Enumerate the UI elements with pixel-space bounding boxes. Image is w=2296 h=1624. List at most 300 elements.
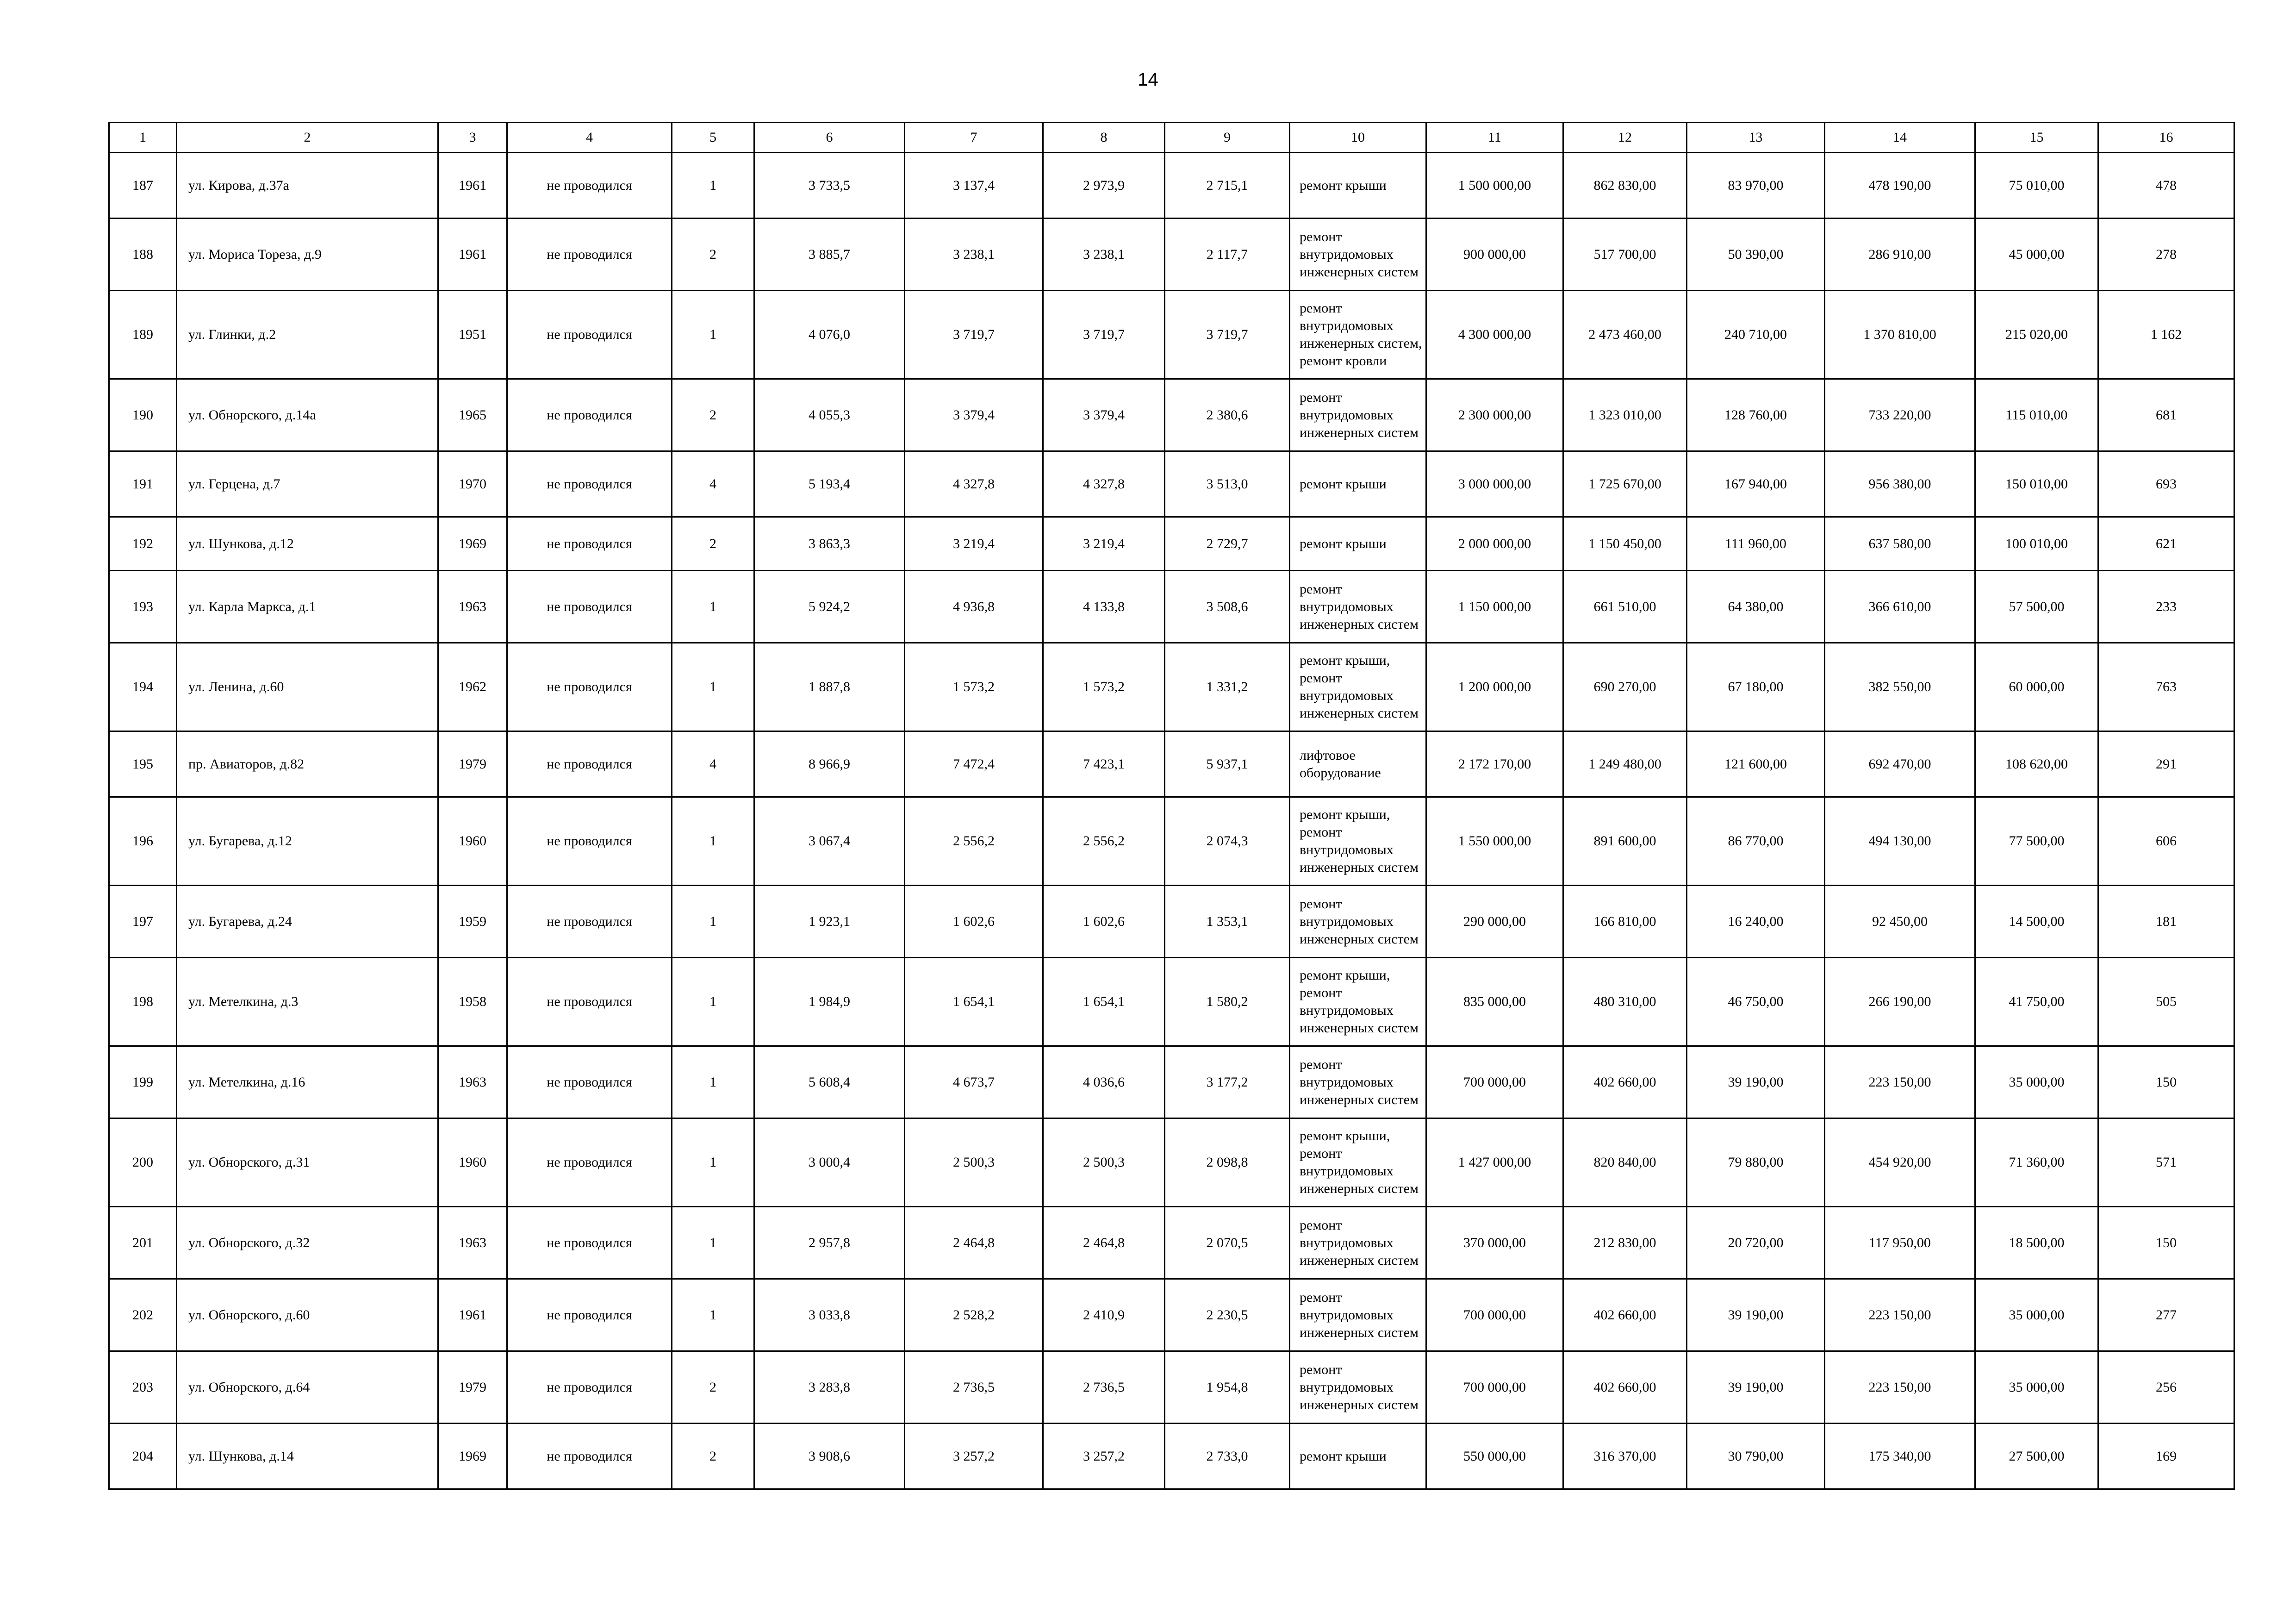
floors-cell: 1 — [672, 643, 754, 731]
value-cell-13: 121 600,00 — [1687, 731, 1825, 797]
value-cell-11: 900 000,00 — [1426, 219, 1563, 291]
work-type-cell: ремонт крыши, ремонт внутридомовых инженерных систем — [1290, 797, 1426, 886]
value-cell-6: 8 966,9 — [754, 731, 905, 797]
address-cell: ул. Шункова, д.12 — [177, 517, 438, 571]
value-cell-14: 223 150,00 — [1825, 1351, 1975, 1424]
value-cell-14: 382 550,00 — [1825, 643, 1975, 731]
value-cell-11: 1 150 000,00 — [1426, 571, 1563, 643]
table-row — [109, 517, 2234, 571]
value-cell-8: 2 410,9 — [1043, 1279, 1165, 1351]
column-number-cell: 9 — [1165, 123, 1290, 153]
value-cell-15: 71 360,00 — [1975, 1118, 2098, 1207]
last-repair-cell: не проводился — [507, 797, 672, 886]
value-cell-9: 2 098,8 — [1165, 1118, 1290, 1207]
value-cell-6: 3 000,4 — [754, 1118, 905, 1207]
row-number-cell: 194 — [109, 643, 177, 731]
last-repair-cell: не проводился — [507, 1207, 672, 1279]
value-cell-13: 67 180,00 — [1687, 643, 1825, 731]
work-type-cell: ремонт внутридомовых инженерных систем — [1290, 1279, 1426, 1351]
address-cell: ул. Бугарева, д.12 — [177, 797, 438, 886]
floors-cell: 2 — [672, 219, 754, 291]
value-cell-9: 1 580,2 — [1165, 958, 1290, 1046]
row-number-cell: 192 — [109, 517, 177, 571]
year-cell: 1961 — [438, 1279, 507, 1351]
value-cell-7: 2 736,5 — [905, 1351, 1043, 1424]
value-cell-11: 1 550 000,00 — [1426, 797, 1563, 886]
value-cell-12: 690 270,00 — [1563, 643, 1687, 731]
column-number-cell: 12 — [1563, 123, 1687, 153]
value-cell-15: 45 000,00 — [1975, 219, 2098, 291]
year-cell: 1963 — [438, 1046, 507, 1118]
row-number-cell: 200 — [109, 1118, 177, 1207]
work-type-cell: ремонт внутридомовых инженерных систем — [1290, 571, 1426, 643]
year-cell: 1965 — [438, 379, 507, 451]
row-number-cell: 203 — [109, 1351, 177, 1424]
value-cell-9: 2 230,5 — [1165, 1279, 1290, 1351]
value-cell-9: 1 331,2 — [1165, 643, 1290, 731]
table-row — [109, 731, 2234, 797]
value-cell-16: 763 — [2098, 643, 2234, 731]
value-cell-13: 79 880,00 — [1687, 1118, 1825, 1207]
value-cell-7: 1 602,6 — [905, 886, 1043, 958]
year-cell: 1959 — [438, 886, 507, 958]
value-cell-9: 3 719,7 — [1165, 291, 1290, 379]
value-cell-11: 2 000 000,00 — [1426, 517, 1563, 571]
year-cell: 1962 — [438, 643, 507, 731]
year-cell: 1951 — [438, 291, 507, 379]
work-type-cell: ремонт крыши — [1290, 153, 1426, 219]
value-cell-8: 1 654,1 — [1043, 958, 1165, 1046]
value-cell-8: 4 327,8 — [1043, 451, 1165, 517]
value-cell-14: 494 130,00 — [1825, 797, 1975, 886]
table-row — [109, 291, 2234, 379]
column-number-cell: 10 — [1290, 123, 1426, 153]
value-cell-13: 167 940,00 — [1687, 451, 1825, 517]
value-cell-7: 2 464,8 — [905, 1207, 1043, 1279]
row-number-cell: 204 — [109, 1424, 177, 1489]
last-repair-cell: не проводился — [507, 571, 672, 643]
work-type-cell: ремонт внутридомовых инженерных систем — [1290, 379, 1426, 451]
address-cell: ул. Обнорского, д.31 — [177, 1118, 438, 1207]
value-cell-9: 3 508,6 — [1165, 571, 1290, 643]
work-type-cell: ремонт внутридомовых инженерных систем — [1290, 886, 1426, 958]
column-number-cell: 14 — [1825, 123, 1975, 153]
table-row — [109, 153, 2234, 219]
table-row — [109, 451, 2234, 517]
floors-cell: 2 — [672, 1351, 754, 1424]
value-cell-11: 550 000,00 — [1426, 1424, 1563, 1489]
year-cell: 1963 — [438, 571, 507, 643]
value-cell-6: 4 076,0 — [754, 291, 905, 379]
value-cell-14: 478 190,00 — [1825, 153, 1975, 219]
column-number-cell: 13 — [1687, 123, 1825, 153]
value-cell-9: 2 729,7 — [1165, 517, 1290, 571]
value-cell-15: 35 000,00 — [1975, 1046, 2098, 1118]
address-cell: ул. Карла Маркса, д.1 — [177, 571, 438, 643]
value-cell-6: 2 957,8 — [754, 1207, 905, 1279]
value-cell-15: 57 500,00 — [1975, 571, 2098, 643]
floors-cell: 1 — [672, 153, 754, 219]
value-cell-8: 2 556,2 — [1043, 797, 1165, 886]
value-cell-6: 1 984,9 — [754, 958, 905, 1046]
floors-cell: 1 — [672, 797, 754, 886]
value-cell-16: 505 — [2098, 958, 2234, 1046]
row-number-cell: 195 — [109, 731, 177, 797]
floors-cell: 1 — [672, 1279, 754, 1351]
value-cell-6: 1 923,1 — [754, 886, 905, 958]
last-repair-cell: не проводился — [507, 153, 672, 219]
table-body — [109, 123, 2234, 1489]
value-cell-7: 4 327,8 — [905, 451, 1043, 517]
value-cell-16: 256 — [2098, 1351, 2234, 1424]
value-cell-9: 2 070,5 — [1165, 1207, 1290, 1279]
year-cell: 1963 — [438, 1207, 507, 1279]
floors-cell: 1 — [672, 1118, 754, 1207]
value-cell-15: 14 500,00 — [1975, 886, 2098, 958]
last-repair-cell: не проводился — [507, 517, 672, 571]
column-numbers-row — [109, 123, 2234, 153]
value-cell-16: 150 — [2098, 1046, 2234, 1118]
work-type-cell: ремонт внутридомовых инженерных систем — [1290, 1351, 1426, 1424]
value-cell-6: 5 608,4 — [754, 1046, 905, 1118]
value-cell-11: 700 000,00 — [1426, 1046, 1563, 1118]
value-cell-6: 1 887,8 — [754, 643, 905, 731]
value-cell-14: 692 470,00 — [1825, 731, 1975, 797]
column-number-cell: 2 — [177, 123, 438, 153]
last-repair-cell: не проводился — [507, 643, 672, 731]
last-repair-cell: не проводился — [507, 451, 672, 517]
value-cell-12: 862 830,00 — [1563, 153, 1687, 219]
value-cell-15: 75 010,00 — [1975, 153, 2098, 219]
table-row — [109, 797, 2234, 886]
floors-cell: 1 — [672, 291, 754, 379]
address-cell: ул. Метелкина, д.16 — [177, 1046, 438, 1118]
value-cell-11: 2 300 000,00 — [1426, 379, 1563, 451]
value-cell-12: 402 660,00 — [1563, 1279, 1687, 1351]
value-cell-15: 18 500,00 — [1975, 1207, 2098, 1279]
page-number: 14 — [1138, 69, 1158, 90]
value-cell-6: 3 283,8 — [754, 1351, 905, 1424]
value-cell-7: 3 238,1 — [905, 219, 1043, 291]
value-cell-7: 1 573,2 — [905, 643, 1043, 731]
last-repair-cell: не проводился — [507, 379, 672, 451]
value-cell-14: 286 910,00 — [1825, 219, 1975, 291]
value-cell-11: 835 000,00 — [1426, 958, 1563, 1046]
value-cell-8: 2 736,5 — [1043, 1351, 1165, 1424]
column-number-cell: 4 — [507, 123, 672, 153]
floors-cell: 1 — [672, 571, 754, 643]
value-cell-8: 2 464,8 — [1043, 1207, 1165, 1279]
value-cell-13: 240 710,00 — [1687, 291, 1825, 379]
value-cell-14: 223 150,00 — [1825, 1046, 1975, 1118]
value-cell-16: 233 — [2098, 571, 2234, 643]
value-cell-16: 606 — [2098, 797, 2234, 886]
value-cell-14: 175 340,00 — [1825, 1424, 1975, 1489]
value-cell-9: 2 715,1 — [1165, 153, 1290, 219]
value-cell-14: 92 450,00 — [1825, 886, 1975, 958]
column-number-cell: 16 — [2098, 123, 2234, 153]
address-cell: ул. Бугарева, д.24 — [177, 886, 438, 958]
column-number-cell: 7 — [905, 123, 1043, 153]
last-repair-cell: не проводился — [507, 886, 672, 958]
value-cell-8: 4 133,8 — [1043, 571, 1165, 643]
value-cell-16: 169 — [2098, 1424, 2234, 1489]
value-cell-6: 3 908,6 — [754, 1424, 905, 1489]
value-cell-12: 1 150 450,00 — [1563, 517, 1687, 571]
value-cell-9: 1 353,1 — [1165, 886, 1290, 958]
last-repair-cell: не проводился — [507, 1118, 672, 1207]
table-row — [109, 1351, 2234, 1424]
row-number-cell: 199 — [109, 1046, 177, 1118]
work-type-cell: ремонт внутридомовых инженерных систем, ремонт кровли — [1290, 291, 1426, 379]
value-cell-15: 115 010,00 — [1975, 379, 2098, 451]
floors-cell: 4 — [672, 731, 754, 797]
value-cell-9: 2 380,6 — [1165, 379, 1290, 451]
table-row — [109, 219, 2234, 291]
address-cell: ул. Мориса Тореза, д.9 — [177, 219, 438, 291]
value-cell-13: 83 970,00 — [1687, 153, 1825, 219]
address-cell: ул. Обнорского, д.60 — [177, 1279, 438, 1351]
value-cell-15: 215 020,00 — [1975, 291, 2098, 379]
value-cell-12: 661 510,00 — [1563, 571, 1687, 643]
table-row — [109, 1118, 2234, 1207]
value-cell-7: 3 379,4 — [905, 379, 1043, 451]
column-number-cell: 15 — [1975, 123, 2098, 153]
value-cell-16: 278 — [2098, 219, 2234, 291]
value-cell-11: 2 172 170,00 — [1426, 731, 1563, 797]
row-number-cell: 198 — [109, 958, 177, 1046]
value-cell-6: 3 067,4 — [754, 797, 905, 886]
value-cell-11: 290 000,00 — [1426, 886, 1563, 958]
row-number-cell: 196 — [109, 797, 177, 886]
value-cell-8: 1 573,2 — [1043, 643, 1165, 731]
year-cell: 1960 — [438, 797, 507, 886]
value-cell-13: 39 190,00 — [1687, 1279, 1825, 1351]
value-cell-16: 621 — [2098, 517, 2234, 571]
value-cell-9: 3 513,0 — [1165, 451, 1290, 517]
value-cell-14: 117 950,00 — [1825, 1207, 1975, 1279]
table-row — [109, 1279, 2234, 1351]
address-cell: ул. Обнорского, д.64 — [177, 1351, 438, 1424]
value-cell-7: 4 936,8 — [905, 571, 1043, 643]
year-cell: 1961 — [438, 219, 507, 291]
value-cell-8: 3 379,4 — [1043, 379, 1165, 451]
value-cell-13: 111 960,00 — [1687, 517, 1825, 571]
value-cell-6: 3 733,5 — [754, 153, 905, 219]
value-cell-16: 571 — [2098, 1118, 2234, 1207]
value-cell-15: 35 000,00 — [1975, 1351, 2098, 1424]
year-cell: 1960 — [438, 1118, 507, 1207]
value-cell-13: 64 380,00 — [1687, 571, 1825, 643]
row-number-cell: 190 — [109, 379, 177, 451]
value-cell-15: 27 500,00 — [1975, 1424, 2098, 1489]
value-cell-12: 891 600,00 — [1563, 797, 1687, 886]
table-row — [109, 379, 2234, 451]
value-cell-12: 1 249 480,00 — [1563, 731, 1687, 797]
value-cell-16: 478 — [2098, 153, 2234, 219]
value-cell-15: 60 000,00 — [1975, 643, 2098, 731]
value-cell-16: 150 — [2098, 1207, 2234, 1279]
value-cell-6: 5 924,2 — [754, 571, 905, 643]
value-cell-7: 3 719,7 — [905, 291, 1043, 379]
value-cell-6: 3 033,8 — [754, 1279, 905, 1351]
value-cell-14: 733 220,00 — [1825, 379, 1975, 451]
value-cell-9: 2 074,3 — [1165, 797, 1290, 886]
column-number-cell: 8 — [1043, 123, 1165, 153]
value-cell-12: 1 725 670,00 — [1563, 451, 1687, 517]
year-cell: 1958 — [438, 958, 507, 1046]
address-cell: ул. Кирова, д.37а — [177, 153, 438, 219]
value-cell-6: 4 055,3 — [754, 379, 905, 451]
work-type-cell: ремонт крыши — [1290, 451, 1426, 517]
value-cell-14: 266 190,00 — [1825, 958, 1975, 1046]
value-cell-11: 4 300 000,00 — [1426, 291, 1563, 379]
value-cell-8: 3 238,1 — [1043, 219, 1165, 291]
work-type-cell: ремонт крыши — [1290, 1424, 1426, 1489]
last-repair-cell: не проводился — [507, 731, 672, 797]
year-cell: 1969 — [438, 1424, 507, 1489]
value-cell-11: 1 500 000,00 — [1426, 153, 1563, 219]
year-cell: 1961 — [438, 153, 507, 219]
value-cell-16: 693 — [2098, 451, 2234, 517]
value-cell-15: 100 010,00 — [1975, 517, 2098, 571]
work-type-cell: ремонт крыши — [1290, 517, 1426, 571]
floors-cell: 1 — [672, 886, 754, 958]
value-cell-12: 166 810,00 — [1563, 886, 1687, 958]
floors-cell: 2 — [672, 1424, 754, 1489]
value-cell-8: 2 973,9 — [1043, 153, 1165, 219]
table-row — [109, 886, 2234, 958]
value-cell-11: 370 000,00 — [1426, 1207, 1563, 1279]
row-number-cell: 187 — [109, 153, 177, 219]
column-number-cell: 1 — [109, 123, 177, 153]
year-cell: 1969 — [438, 517, 507, 571]
row-number-cell: 201 — [109, 1207, 177, 1279]
value-cell-8: 3 219,4 — [1043, 517, 1165, 571]
value-cell-11: 700 000,00 — [1426, 1279, 1563, 1351]
work-type-cell: ремонт крыши, ремонт внутридомовых инженерных систем — [1290, 958, 1426, 1046]
column-number-cell: 11 — [1426, 123, 1563, 153]
row-number-cell: 193 — [109, 571, 177, 643]
value-cell-12: 316 370,00 — [1563, 1424, 1687, 1489]
value-cell-7: 2 556,2 — [905, 797, 1043, 886]
value-cell-13: 50 390,00 — [1687, 219, 1825, 291]
value-cell-11: 700 000,00 — [1426, 1351, 1563, 1424]
value-cell-16: 277 — [2098, 1279, 2234, 1351]
year-cell: 1979 — [438, 731, 507, 797]
value-cell-12: 402 660,00 — [1563, 1351, 1687, 1424]
value-cell-14: 223 150,00 — [1825, 1279, 1975, 1351]
value-cell-16: 291 — [2098, 731, 2234, 797]
last-repair-cell: не проводился — [507, 1351, 672, 1424]
value-cell-7: 1 654,1 — [905, 958, 1043, 1046]
last-repair-cell: не проводился — [507, 1046, 672, 1118]
floors-cell: 2 — [672, 379, 754, 451]
value-cell-14: 454 920,00 — [1825, 1118, 1975, 1207]
value-cell-15: 150 010,00 — [1975, 451, 2098, 517]
table-row — [109, 1046, 2234, 1118]
last-repair-cell: не проводился — [507, 1424, 672, 1489]
value-cell-7: 4 673,7 — [905, 1046, 1043, 1118]
table-row — [109, 643, 2234, 731]
work-type-cell: ремонт крыши, ремонт внутридомовых инженерных систем — [1290, 1118, 1426, 1207]
value-cell-7: 3 257,2 — [905, 1424, 1043, 1489]
value-cell-8: 1 602,6 — [1043, 886, 1165, 958]
value-cell-13: 16 240,00 — [1687, 886, 1825, 958]
value-cell-11: 1 200 000,00 — [1426, 643, 1563, 731]
value-cell-13: 128 760,00 — [1687, 379, 1825, 451]
last-repair-cell: не проводился — [507, 1279, 672, 1351]
value-cell-12: 402 660,00 — [1563, 1046, 1687, 1118]
floors-cell: 4 — [672, 451, 754, 517]
value-cell-7: 2 500,3 — [905, 1118, 1043, 1207]
work-type-cell: ремонт крыши, ремонт внутридомовых инженерных систем — [1290, 643, 1426, 731]
value-cell-12: 820 840,00 — [1563, 1118, 1687, 1207]
last-repair-cell: не проводился — [507, 958, 672, 1046]
address-cell: ул. Герцена, д.7 — [177, 451, 438, 517]
value-cell-13: 30 790,00 — [1687, 1424, 1825, 1489]
last-repair-cell: не проводился — [507, 219, 672, 291]
buildings-table — [108, 122, 2235, 1490]
column-number-cell: 6 — [754, 123, 905, 153]
table-row — [109, 1424, 2234, 1489]
table-row — [109, 571, 2234, 643]
value-cell-8: 3 719,7 — [1043, 291, 1165, 379]
value-cell-9: 2 117,7 — [1165, 219, 1290, 291]
value-cell-11: 1 427 000,00 — [1426, 1118, 1563, 1207]
value-cell-15: 41 750,00 — [1975, 958, 2098, 1046]
work-type-cell: ремонт внутридомовых инженерных систем — [1290, 1046, 1426, 1118]
value-cell-13: 86 770,00 — [1687, 797, 1825, 886]
row-number-cell: 191 — [109, 451, 177, 517]
value-cell-14: 637 580,00 — [1825, 517, 1975, 571]
address-cell: ул. Метелкина, д.3 — [177, 958, 438, 1046]
value-cell-7: 3 219,4 — [905, 517, 1043, 571]
work-type-cell: лифтовое оборудование — [1290, 731, 1426, 797]
address-cell: ул. Обнорского, д.32 — [177, 1207, 438, 1279]
value-cell-7: 7 472,4 — [905, 731, 1043, 797]
value-cell-16: 681 — [2098, 379, 2234, 451]
value-cell-12: 212 830,00 — [1563, 1207, 1687, 1279]
address-cell: ул. Обнорского, д.14а — [177, 379, 438, 451]
address-cell: пр. Авиаторов, д.82 — [177, 731, 438, 797]
value-cell-14: 956 380,00 — [1825, 451, 1975, 517]
value-cell-15: 35 000,00 — [1975, 1279, 2098, 1351]
value-cell-12: 517 700,00 — [1563, 219, 1687, 291]
value-cell-15: 108 620,00 — [1975, 731, 2098, 797]
value-cell-9: 2 733,0 — [1165, 1424, 1290, 1489]
value-cell-8: 3 257,2 — [1043, 1424, 1165, 1489]
value-cell-13: 46 750,00 — [1687, 958, 1825, 1046]
row-number-cell: 202 — [109, 1279, 177, 1351]
value-cell-15: 77 500,00 — [1975, 797, 2098, 886]
value-cell-13: 20 720,00 — [1687, 1207, 1825, 1279]
last-repair-cell: не проводился — [507, 291, 672, 379]
year-cell: 1970 — [438, 451, 507, 517]
floors-cell: 1 — [672, 958, 754, 1046]
value-cell-6: 3 863,3 — [754, 517, 905, 571]
floors-cell: 1 — [672, 1046, 754, 1118]
value-cell-9: 5 937,1 — [1165, 731, 1290, 797]
floors-cell: 2 — [672, 517, 754, 571]
column-number-cell: 3 — [438, 123, 507, 153]
value-cell-9: 3 177,2 — [1165, 1046, 1290, 1118]
value-cell-12: 2 473 460,00 — [1563, 291, 1687, 379]
row-number-cell: 197 — [109, 886, 177, 958]
table-row — [109, 958, 2234, 1046]
value-cell-14: 366 610,00 — [1825, 571, 1975, 643]
floors-cell: 1 — [672, 1207, 754, 1279]
